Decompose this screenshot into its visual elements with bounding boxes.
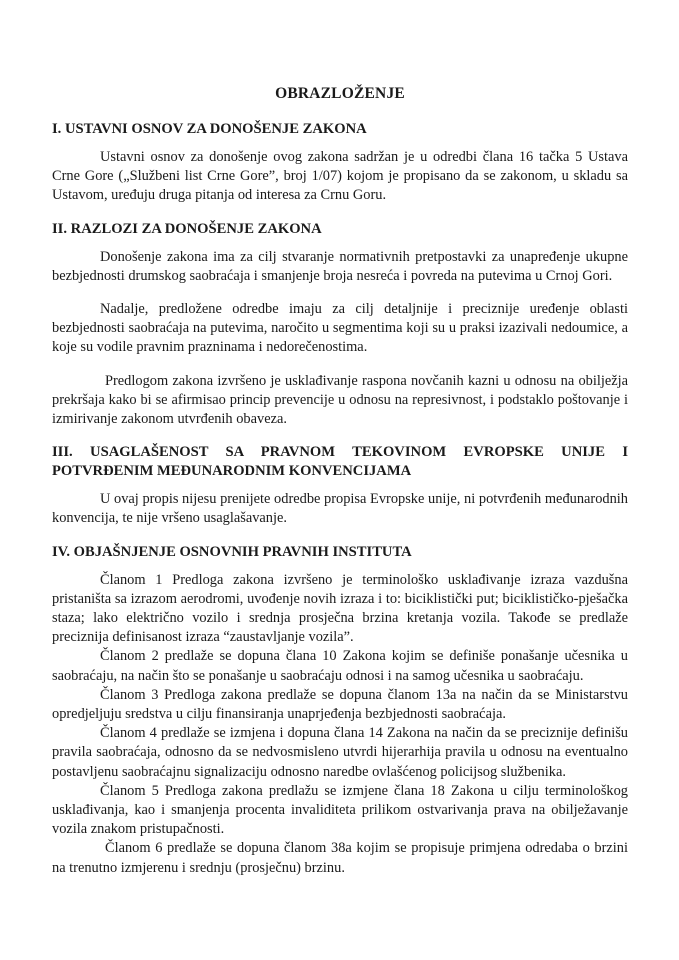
paragraph-razlozi-2: Nadalje, predložene odredbe imaju za cilj detaljnije i preciznije uređenje oblasti bezbjednosti saobraćaja na putevima, naročito u segmentima koji su u praksi izazivali nedoumice, a koje su vodile pravnim prazninama i nedorečenostima. [52, 301, 628, 356]
section-heading-ustavni-osnov: I. USTAVNI OSNOV ZA DONOŠENJE ZAKONA [52, 121, 367, 137]
paragraph-clan-5: Članom 5 Predloga zakona predlažu se izmjene člana 18 Zakona u cilju terminološkog usklađivanja, kao i smanjenja procenta invaliditeta prilikom ostvarivanja prava na obilježavanje vozila znakom pristupačnosti. [52, 782, 628, 838]
paragraph-clan-4: Članom 4 predlaže se izmjena i dopuna člana 14 Zakona na način da se preciznije definišu pravila saobraćaja, odnosno da se nedvosmisleno utvrdi hijerarhija pravila u odnosu na eventualno postavljenu saobraćajnu signalizaciju odnosno naredbe ovlašćenog policijsog službenika. [52, 725, 628, 780]
paragraph-razlozi-1: Donošenje zakona ima za cilj stvaranje normativnih pretpostavki za unapređenje ukupne bezbjednosti drumskog saobraćaja i smanjenje broja nesreća i povreda na putevima u Crnoj Gori. [52, 248, 628, 284]
paragraph-clan-1: Članom 1 Predloga zakona izvršeno je terminološko usklađivanje izraza vazdušna pristaništa sa izrazom aerodromi, uvođenje novih izraza i to: biciklistički put; biciklističko-pješačka staza; lako električno vozilo i srednja prosječna brzina kretanja vozila. Takođe se predlaže preciznija definisanost izraza “zaustavljanje vozila”. [52, 571, 628, 646]
paragraph-ustavni-osnov-1: Ustavni osnov za donošenje ovog zakona sadržan je u odredbi člana 16 tačka 5 Ustava Crne Gore („Službeni list Crne Gore”, broj 1/07) kojom je propisano da se zakonom, u skladu sa Ustavom, uređuju druga pitanja od interesa za Crnu Goru. [52, 149, 628, 204]
section-heading-usaglasenost: III. USAGLAŠENOST SA PRAVNOM TEKOVINOM EVROPSKE UNIJE I POTVRĐENIM MEĐUNARODNIM KONVENCIJAMA [52, 444, 628, 480]
paragraph-clan-6: Članom 6 predlaže se dopuna članom 38a kojim se propisuje primjena odredaba o brzini na trenutno izmjerenu i srednju (prosječnu) brzinu. [52, 840, 628, 876]
section-heading-objasnjenje: IV. OBJAŠNJENJE OSNOVNIH PRAVNIH INSTITUTA [52, 543, 412, 560]
paragraph-usaglasenost-1: U ovaj propis nijesu prenijete odredbe propisa Evropske unije, ni potvrđenih međunarodnih konvencija, te nije vršeno usaglašavanje. [52, 491, 628, 527]
paragraph-clan-2: Članom 2 predlaže se dopuna člana 10 Zakona kojim se definiše ponašanje učesnika u saobraćaju, na način što se ponašanje u saobraćaju odnosi i na samog učesnika u saobraćaju. [52, 648, 628, 684]
section-heading-razlozi: II. RAZLOZI ZA DONOŠENJE ZAKONA [52, 220, 322, 237]
clanovi-paragraph-run [52, 571, 628, 878]
paragraph-clan-3: Članom 3 Predloga zakona predlaže se dopuna članom 13a na način da se Ministarstvu opredjeljuju sredstva u cilju finansiranja unaprjeđenja bezbjednosti saobraćaja. [52, 686, 628, 723]
document-title: OBRAZLOŽENJE [275, 85, 405, 102]
paragraph-razlozi-3: Predlogom zakona izvršeno je usklađivanje raspona novčanih kazni u odnosu na obilježja prekršaja kako bi se afirmisao princip prevencije u odnosu na represivnost, i podstaklo poštovanje i izmirivanje zakonom utvrđenih obaveza. [52, 372, 628, 428]
